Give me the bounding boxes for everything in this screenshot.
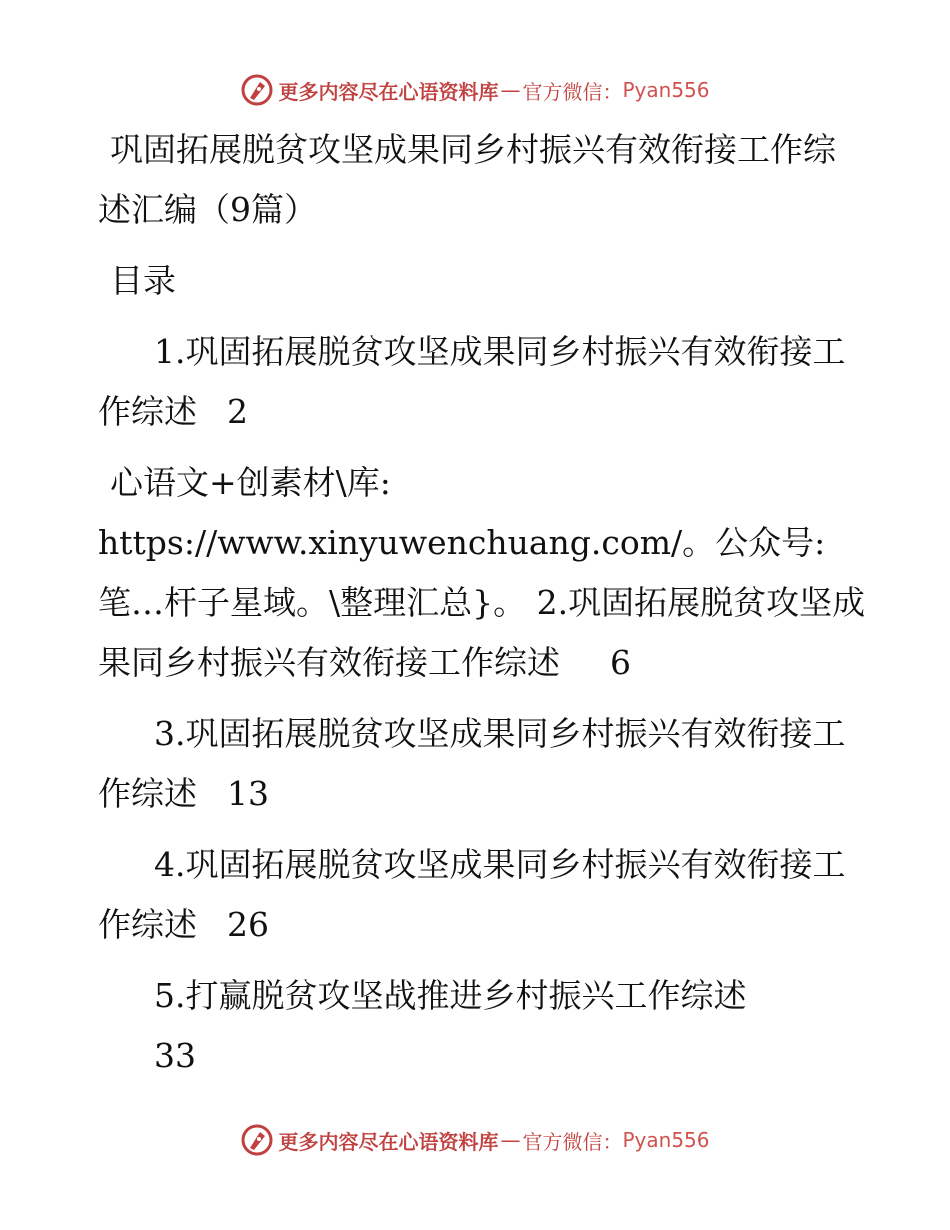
toc-item-page: 26	[227, 905, 269, 944]
document-body	[98, 120, 868, 1086]
toc-item-1[interactable]	[98, 322, 868, 442]
banner-dash: —	[500, 78, 521, 102]
toc-item-number: 1.	[154, 332, 186, 371]
toc-item-page: 2	[227, 392, 248, 431]
toc-item-number: 5.	[154, 976, 186, 1015]
toc-item-number: 3.	[154, 714, 186, 753]
note-text: 心语文+创素材\库: https://www.xinyuwenchuang.com/。公众号: 笔…杆子星域。\整理汇总}。	[98, 463, 826, 622]
toc-item-text: 巩固拓展脱贫攻坚成果同乡村振兴有效衔接工作综述	[98, 332, 846, 431]
toc-item-5[interactable]	[98, 966, 868, 1086]
banner-wechat-label: 官方微信：	[522, 79, 623, 104]
pen-nib-circle-icon	[240, 1123, 274, 1157]
toc-item-number: 4.	[154, 845, 186, 884]
toc-item-text: 巩固拓展脱贫攻坚成果同乡村振兴有效衔接工作综述	[98, 583, 866, 682]
banner-dash: —	[500, 1128, 521, 1152]
document-title: 巩固拓展脱贫攻坚成果同乡村振兴有效衔接工作综述汇编（9篇）	[98, 130, 836, 229]
banner-wechat-id: Pyan556	[622, 1128, 710, 1152]
toc-item-text: 巩固拓展脱贫攻坚成果同乡村振兴有效衔接工作综述	[98, 845, 846, 944]
toc-item-text: 巩固拓展脱贫攻坚成果同乡村振兴有效衔接工作综述	[98, 714, 846, 813]
toc-item-2[interactable]	[98, 453, 868, 693]
toc-item-number: 2.	[536, 583, 569, 622]
banner-wechat-id: Pyan556	[622, 78, 710, 102]
toc-item-page: 33	[154, 1036, 196, 1075]
toc-item-3[interactable]	[98, 704, 868, 824]
pen-nib-circle-icon	[240, 73, 274, 107]
toc-item-4[interactable]	[98, 835, 868, 955]
toc-heading: 目录	[110, 261, 176, 300]
banner-wechat-label: 官方微信：	[522, 1129, 623, 1154]
toc-item-page: 13	[227, 774, 269, 813]
banner-text: 更多内容尽在心语资料库	[278, 1129, 499, 1154]
toc-item-page: 6	[610, 643, 631, 682]
toc-item-text: 打赢脱贫攻坚战推进乡村振兴工作综述	[185, 976, 747, 1015]
footer-banner	[0, 1120, 950, 1160]
header-banner	[0, 70, 950, 110]
banner-text: 更多内容尽在心语资料库	[278, 79, 499, 104]
